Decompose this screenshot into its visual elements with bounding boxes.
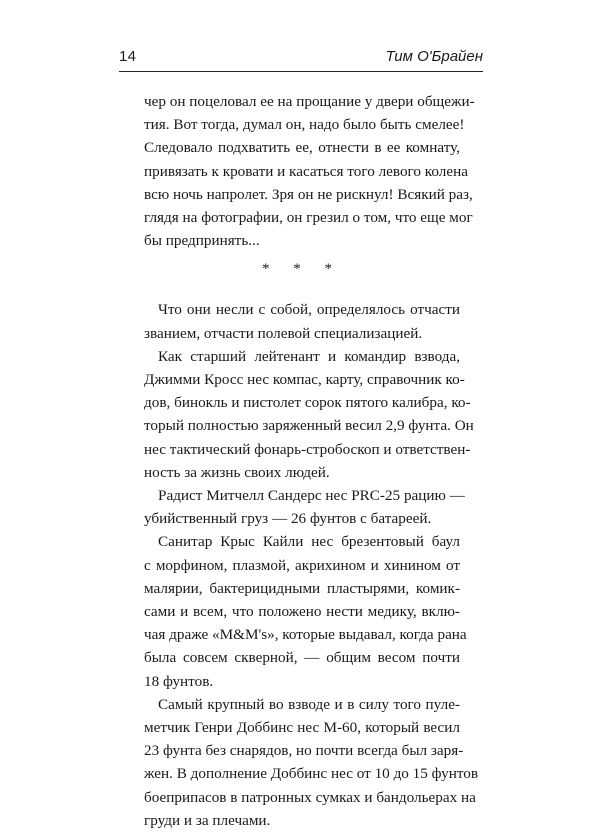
page-number: 14 [119, 48, 137, 65]
text-line: груди и за плечами. [144, 811, 271, 829]
text-line: сами и всем, что положено нести медику, вклю- [144, 603, 460, 621]
running-head-author: Тим О'Брайен [385, 48, 483, 65]
section-separator: * * * [262, 261, 342, 278]
text-line: с морфином, плазмой, акрихином и хинином от [144, 556, 460, 574]
paragraph [144, 90, 475, 252]
text-line: 23 фунта без снарядов, но почти всегда был заря- [144, 742, 464, 760]
paragraph [144, 693, 479, 832]
text-line: торый полностью заряженный весил 2,9 фунта. Он [144, 417, 474, 435]
text-line: Следовало подхватить ее, отнести в ее комнату, [144, 139, 460, 157]
paragraph [144, 484, 465, 530]
text-line: привязать к кровати и касаться того левого колена [144, 162, 468, 180]
running-head [119, 46, 483, 68]
text-line: тия. Вот тогда, думал он, надо было быть смелее! [144, 116, 465, 134]
text-line: Что они несли с собой, определялось отчасти [158, 301, 460, 319]
text-line: ность за жизнь своих людей. [144, 463, 330, 481]
paragraph [144, 298, 460, 344]
text-line: жен. В дополнение Доббинс нес от 10 до 15 фунтов [144, 765, 479, 783]
text-line: званием, отчасти полевой специализацией. [144, 324, 423, 342]
text-line: была совсем скверной, — общим весом почти [144, 649, 460, 667]
text-line: бы предпринять... [144, 232, 260, 250]
text-line: глядя на фотографии, он грезил о том, что еще мог [144, 209, 473, 227]
text-line: чер он поцеловал ее на прощание у двери общежи- [144, 93, 475, 110]
text-line: Как старший лейтенант и командир взвода, [158, 347, 460, 365]
text-line: Самый крупный во взводе и в силу того пуле- [158, 695, 460, 713]
text-line: боеприпасов в патронных сумках и бандольерах на [144, 788, 476, 806]
body-text [144, 90, 479, 832]
paragraph [144, 345, 474, 484]
text-line: Радист Митчелл Сандерс нес PRC-25 рацию — [158, 487, 465, 505]
text-line: убийственный груз — 26 фунтов с батареей. [144, 510, 432, 528]
text-line: дов, бинокль и пистолет сорок пятого калибра, ко- [144, 394, 471, 412]
text-line: 18 фунтов. [144, 672, 214, 690]
header-rule [119, 71, 483, 72]
text-line: Санитар Крыс Кайли нес брезентовый баул [158, 533, 460, 551]
text-line: всю ночь напролет. Зря он не рискнул! Всякий раз, [144, 185, 473, 203]
paragraph [144, 530, 467, 692]
text-line: чая драже «M&M's», которые выдавал, когда рана [144, 626, 467, 644]
text-line: Джимми Кросс нес компас, карту, справочник ко- [144, 371, 465, 389]
text-line: метчик Генри Доббинс нес М-60, который весил [144, 719, 460, 737]
text-line: малярии, бактерицидными пластырями, комик- [144, 579, 460, 597]
text-line: нес тактический фонарь-стробоскоп и ответствен- [144, 440, 471, 458]
